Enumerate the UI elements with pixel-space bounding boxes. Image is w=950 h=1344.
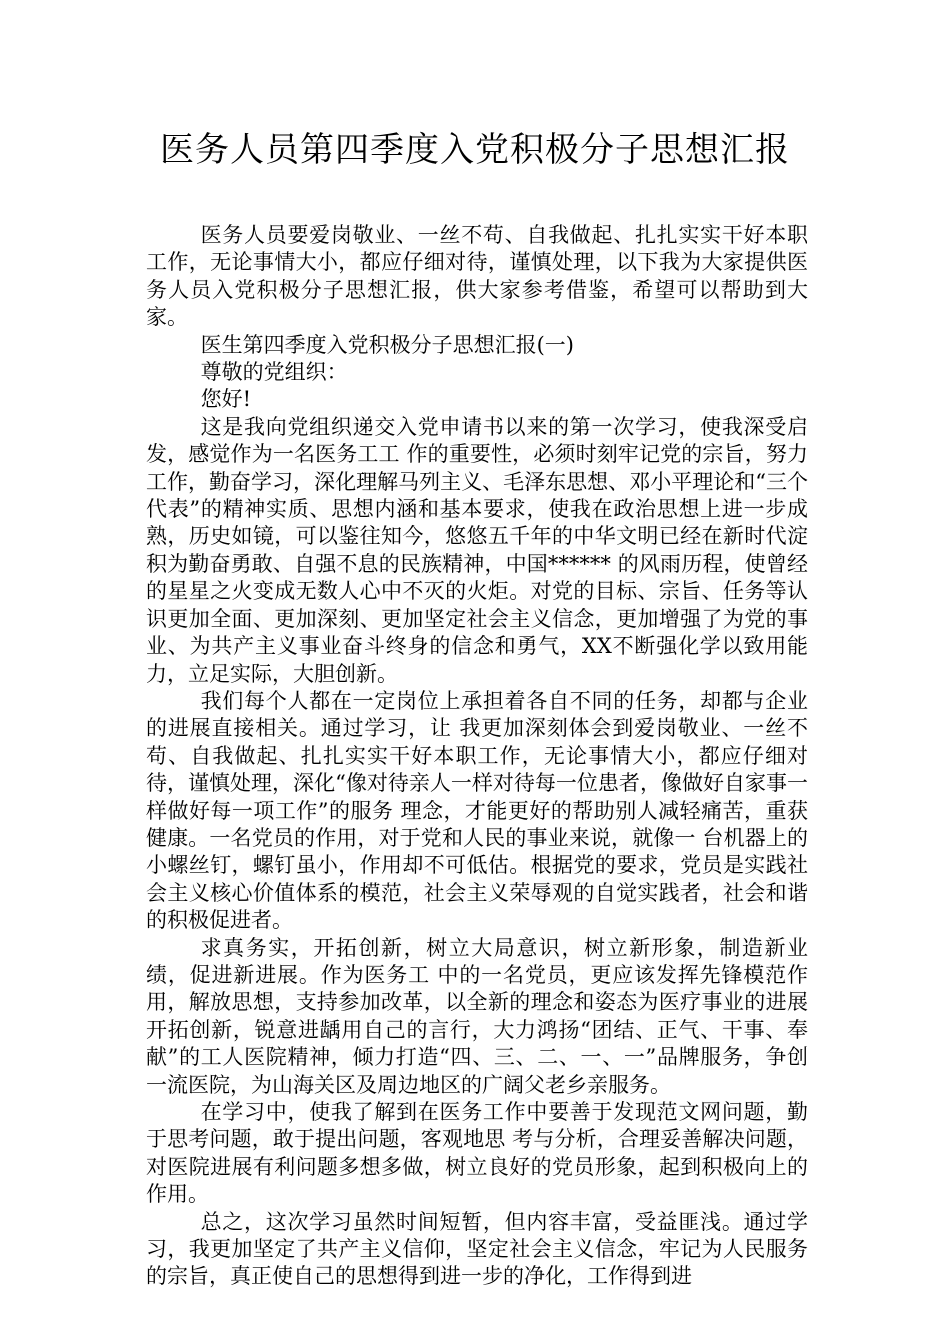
body-paragraph: 在学习中，使我了解到在医务工作中要善于发现范文网问题，勤于思考问题，敢于提出问题，客观地思 考与分析，合理妥善解决问题，对医院进展有利问题多想多做，树立良好的党员形象，起到积极向上的作用。	[146, 1100, 808, 1207]
section-heading: 医生第四季度入党积极分子思想汇报(一)	[200, 332, 574, 357]
intro-paragraph: 医务人员要爱岗敬业、一丝不苟、自我做起、扎扎实实干好本职工作，无论事情大小，都应仔细对待，谨慎处理，以下我为大家提供医务人员入党积极分子思想汇报，供大家参考借鉴，希望可以帮助到大家。	[146, 223, 808, 330]
body-paragraph: 这是我向党组织递交入党申请书以来的第一次学习，使我深受启发，感觉作为一名医务工工 作的重要性，必须时刻牢记党的宗旨，努力工作，勤奋学习，深化理解马列主义、毛泽东思想、邓小平理论和“三个代表”的精神实质、思想内涵和基本要求，使我在政治思想上进一步成熟，历史如镜，可以鉴往知今，悠悠五千年的中华文明已经在新时代淀积为勤奋勇敢、自强不息的民族精神，中国****** 的风雨历程，使曾经的星星之火变成无数人心中不灭的火炬。对党的目标、宗旨、任务等认识更加全面、更加深刻、更加坚定社会主义信念，更加增强了为党的事业、为共产主义事业奋斗终身的信念和勇气，XX不断强化学以致用能力，立足实际，大胆创新。	[146, 414, 808, 686]
body-paragraph: 总之，这次学习虽然时间短暂，但内容丰富，受益匪浅。通过学习，我更加坚定了共产主义信仰，坚定社会主义信念，牢记为人民服务的宗旨，真正使自己的思想得到进一步的净化，工作得到进	[146, 1209, 808, 1289]
body-paragraph: 我们每个人都在一定岗位上承担着各自不同的任务，却都与企业的进展直接相关。通过学习，让 我更加深刻体会到爱岗敬业、一丝不苟、自我做起、扎扎实实干好本职工作，无论事情大小，都应仔细对待，谨慎处理，深化“像对待亲人一样对待每一位患者，像做好自家事一样做好每一项工作”的服务 理念，才能更好的帮助别人减轻痛苦，重获健康。一名党员的作用，对于党和人民的事业来说，就像一 台机器上的小螺丝钉，螺钉虽小，作用却不可低估。根据党的要求，党员是实践社会主义核心价值体系的模范，社会主义荣辱观的自觉实践者，社会和谐的积极促进者。	[146, 688, 808, 933]
greeting: 您好!	[200, 387, 252, 412]
document-title: 医务人员第四季度入党积极分子思想汇报	[160, 130, 790, 170]
document-body	[146, 222, 808, 1291]
salutation: 尊敬的党组织：	[200, 360, 348, 385]
body-paragraph: 求真务实，开拓创新，树立大局意识，树立新形象，制造新业绩，促进新进展。作为医务工 中的一名党员，更应该发挥先锋模范作用，解放思想，支持参加改革，以全新的理念和姿态为医疗事业的进展开拓创新，锐意进龋用自己的言行，大力鸿扬“团结、正气、干事、奉献”的工人医院精神，倾力打造“四、三、二、一、一”品牌服务，争创一流医院，为山海关区及周边地区的广阔父老乡亲服务。	[146, 935, 808, 1097]
